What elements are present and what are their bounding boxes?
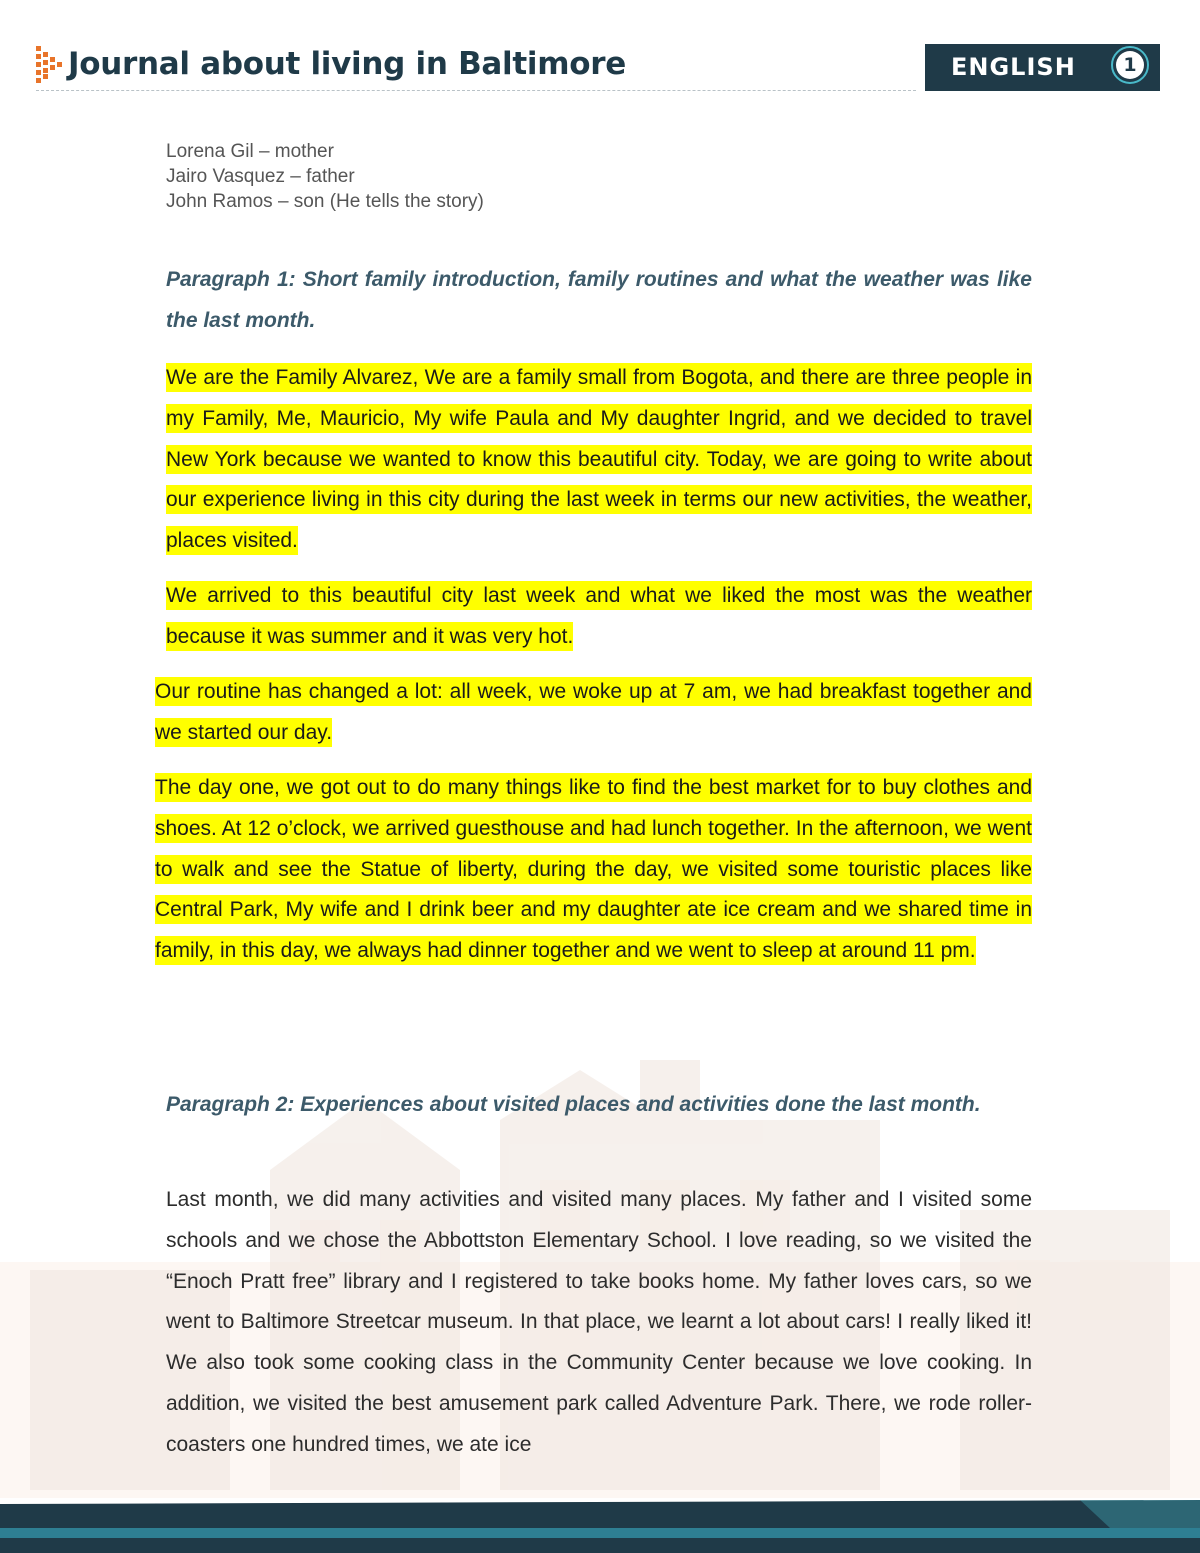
play-logo-icon bbox=[34, 44, 64, 84]
document-title: Journal about living in Baltimore bbox=[68, 46, 626, 82]
badge-label: ENGLISH bbox=[951, 53, 1076, 81]
highlighted-text: Our routine has changed a lot: all week, we woke up at 7 am, we had breakfast together and we started our day. bbox=[155, 677, 1032, 747]
paragraph-1-text-intro bbox=[155, 358, 1032, 562]
paragraph-1-text-day-one bbox=[155, 768, 1032, 972]
character-father: Jairo Vasquez – father bbox=[166, 166, 355, 187]
course-badge bbox=[925, 44, 1160, 91]
header-divider bbox=[36, 90, 916, 91]
paragraph-2-heading: Paragraph 2: Experiences about visited places and activities done the last month. bbox=[166, 1093, 981, 1116]
highlighted-text: The day one, we got out to do many things like to find the best market for to buy clothes and shoes. At 12 o’clock, we arrived guesthouse and had lunch together. In the afternoon, we went to walk and see the Statue of liberty, during the day, we visited some touristic places like Central Park, My wife and I drink beer and my daughter ate ice cream and we shared time in family, in this day, we always had dinner together and we went to sleep at around 11 pm. bbox=[155, 773, 1032, 965]
badge-number: 1 bbox=[1116, 51, 1144, 79]
paragraph-2-text: Last month, we did many activities and visited many places. My father and I visited some schools and we chose the Abbottston Elementary School. I love reading, so we visited the “Enoch Pratt free” library and I registered to take books home. My father loves cars, so we went to Baltimore Streetcar museum. In that place, we learnt a lot about cars! I really liked it! We also took some cooking class in the Community Center because we love cooking. In addition, we visited the best amusement park called Adventure Park. There, we rode roller-coasters one hundred times, we ate ice bbox=[166, 1188, 1032, 1456]
highlighted-text: We arrived to this beautiful city last week and what we liked the most was the weather because it was summer and it was very hot. bbox=[166, 581, 1032, 651]
character-mother: Lorena Gil – mother bbox=[166, 141, 334, 162]
page-header bbox=[0, 0, 1200, 110]
paragraph-1-text-routine bbox=[155, 672, 1032, 754]
character-list bbox=[166, 139, 484, 214]
character-son: John Ramos – son (He tells the story) bbox=[166, 191, 484, 212]
paragraph-1-heading: Paragraph 1: Short family introduction, family routines and what the weather was like the last month. bbox=[166, 268, 1032, 332]
highlighted-text: We are the Family Alvarez, We are a family small from Bogota, and there are three people in my Family, Me, Mauricio, My wife Paula and My daughter Ingrid, and we decided to travel New York because we wanted to know this beautiful city. Today, we are going to write about our experience living in this city during the last week in terms our new activities, the weather, places visited. bbox=[166, 363, 1032, 555]
level-circle bbox=[1111, 46, 1149, 84]
paragraph-1-text-weather bbox=[155, 576, 1032, 658]
footer-stripes bbox=[0, 1498, 1200, 1553]
